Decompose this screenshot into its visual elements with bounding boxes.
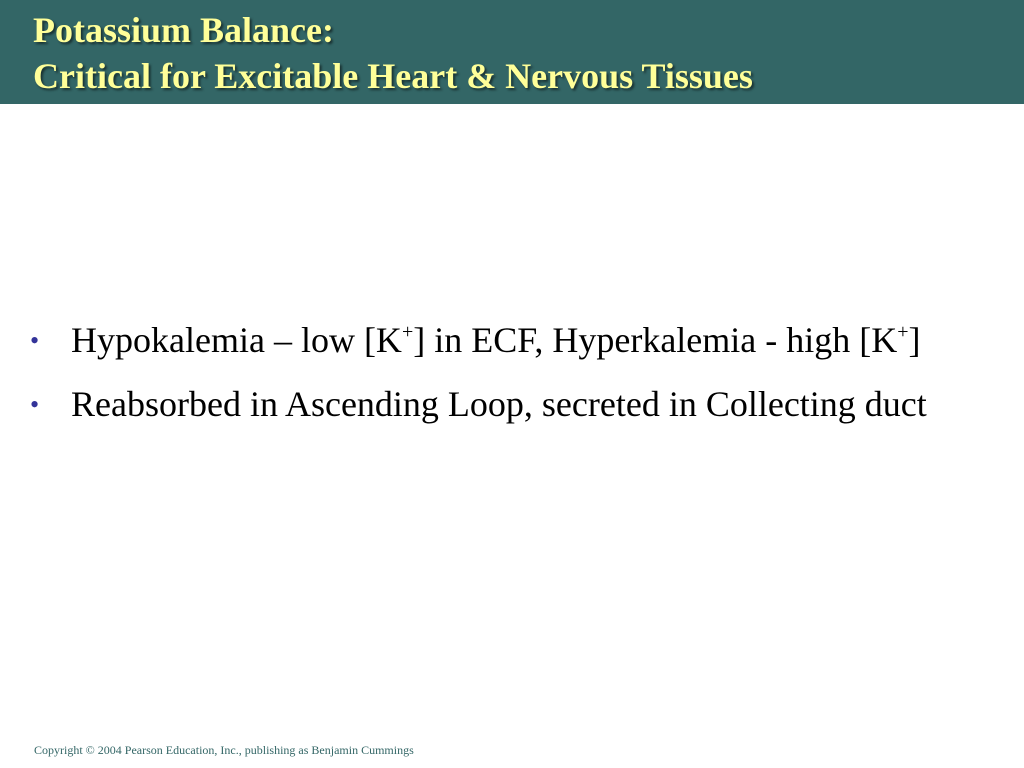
bullet-text-part: ] (908, 320, 921, 360)
bullet-marker-icon: • (30, 326, 40, 355)
slide-title-line-1: Potassium Balance: (33, 10, 334, 50)
slide-title-line-2: Critical for Excitable Heart & Nervous Tissues (33, 56, 753, 96)
bullet-text-reabsorption: Reabsorbed in Ascending Loop, secreted in Collecting duct (71, 384, 927, 424)
superscript-plus: + (897, 321, 909, 343)
bullet-item-reabsorption (30, 382, 990, 427)
bullet-text-part: ] in ECF, Hyperkalemia - high [K (413, 320, 898, 360)
title-bar (0, 0, 1024, 104)
bullet-list (30, 318, 990, 446)
copyright-footer: Copyright © 2004 Pearson Education, Inc., publishing as Benjamin Cummings (34, 743, 414, 757)
superscript-plus: + (401, 321, 414, 343)
bullet-text-part: Hypokalemia – low [K (71, 320, 402, 360)
bullet-text-hypokalemia (71, 320, 921, 360)
bullet-item-hypokalemia (30, 318, 990, 363)
bullet-marker-icon: • (30, 390, 40, 419)
